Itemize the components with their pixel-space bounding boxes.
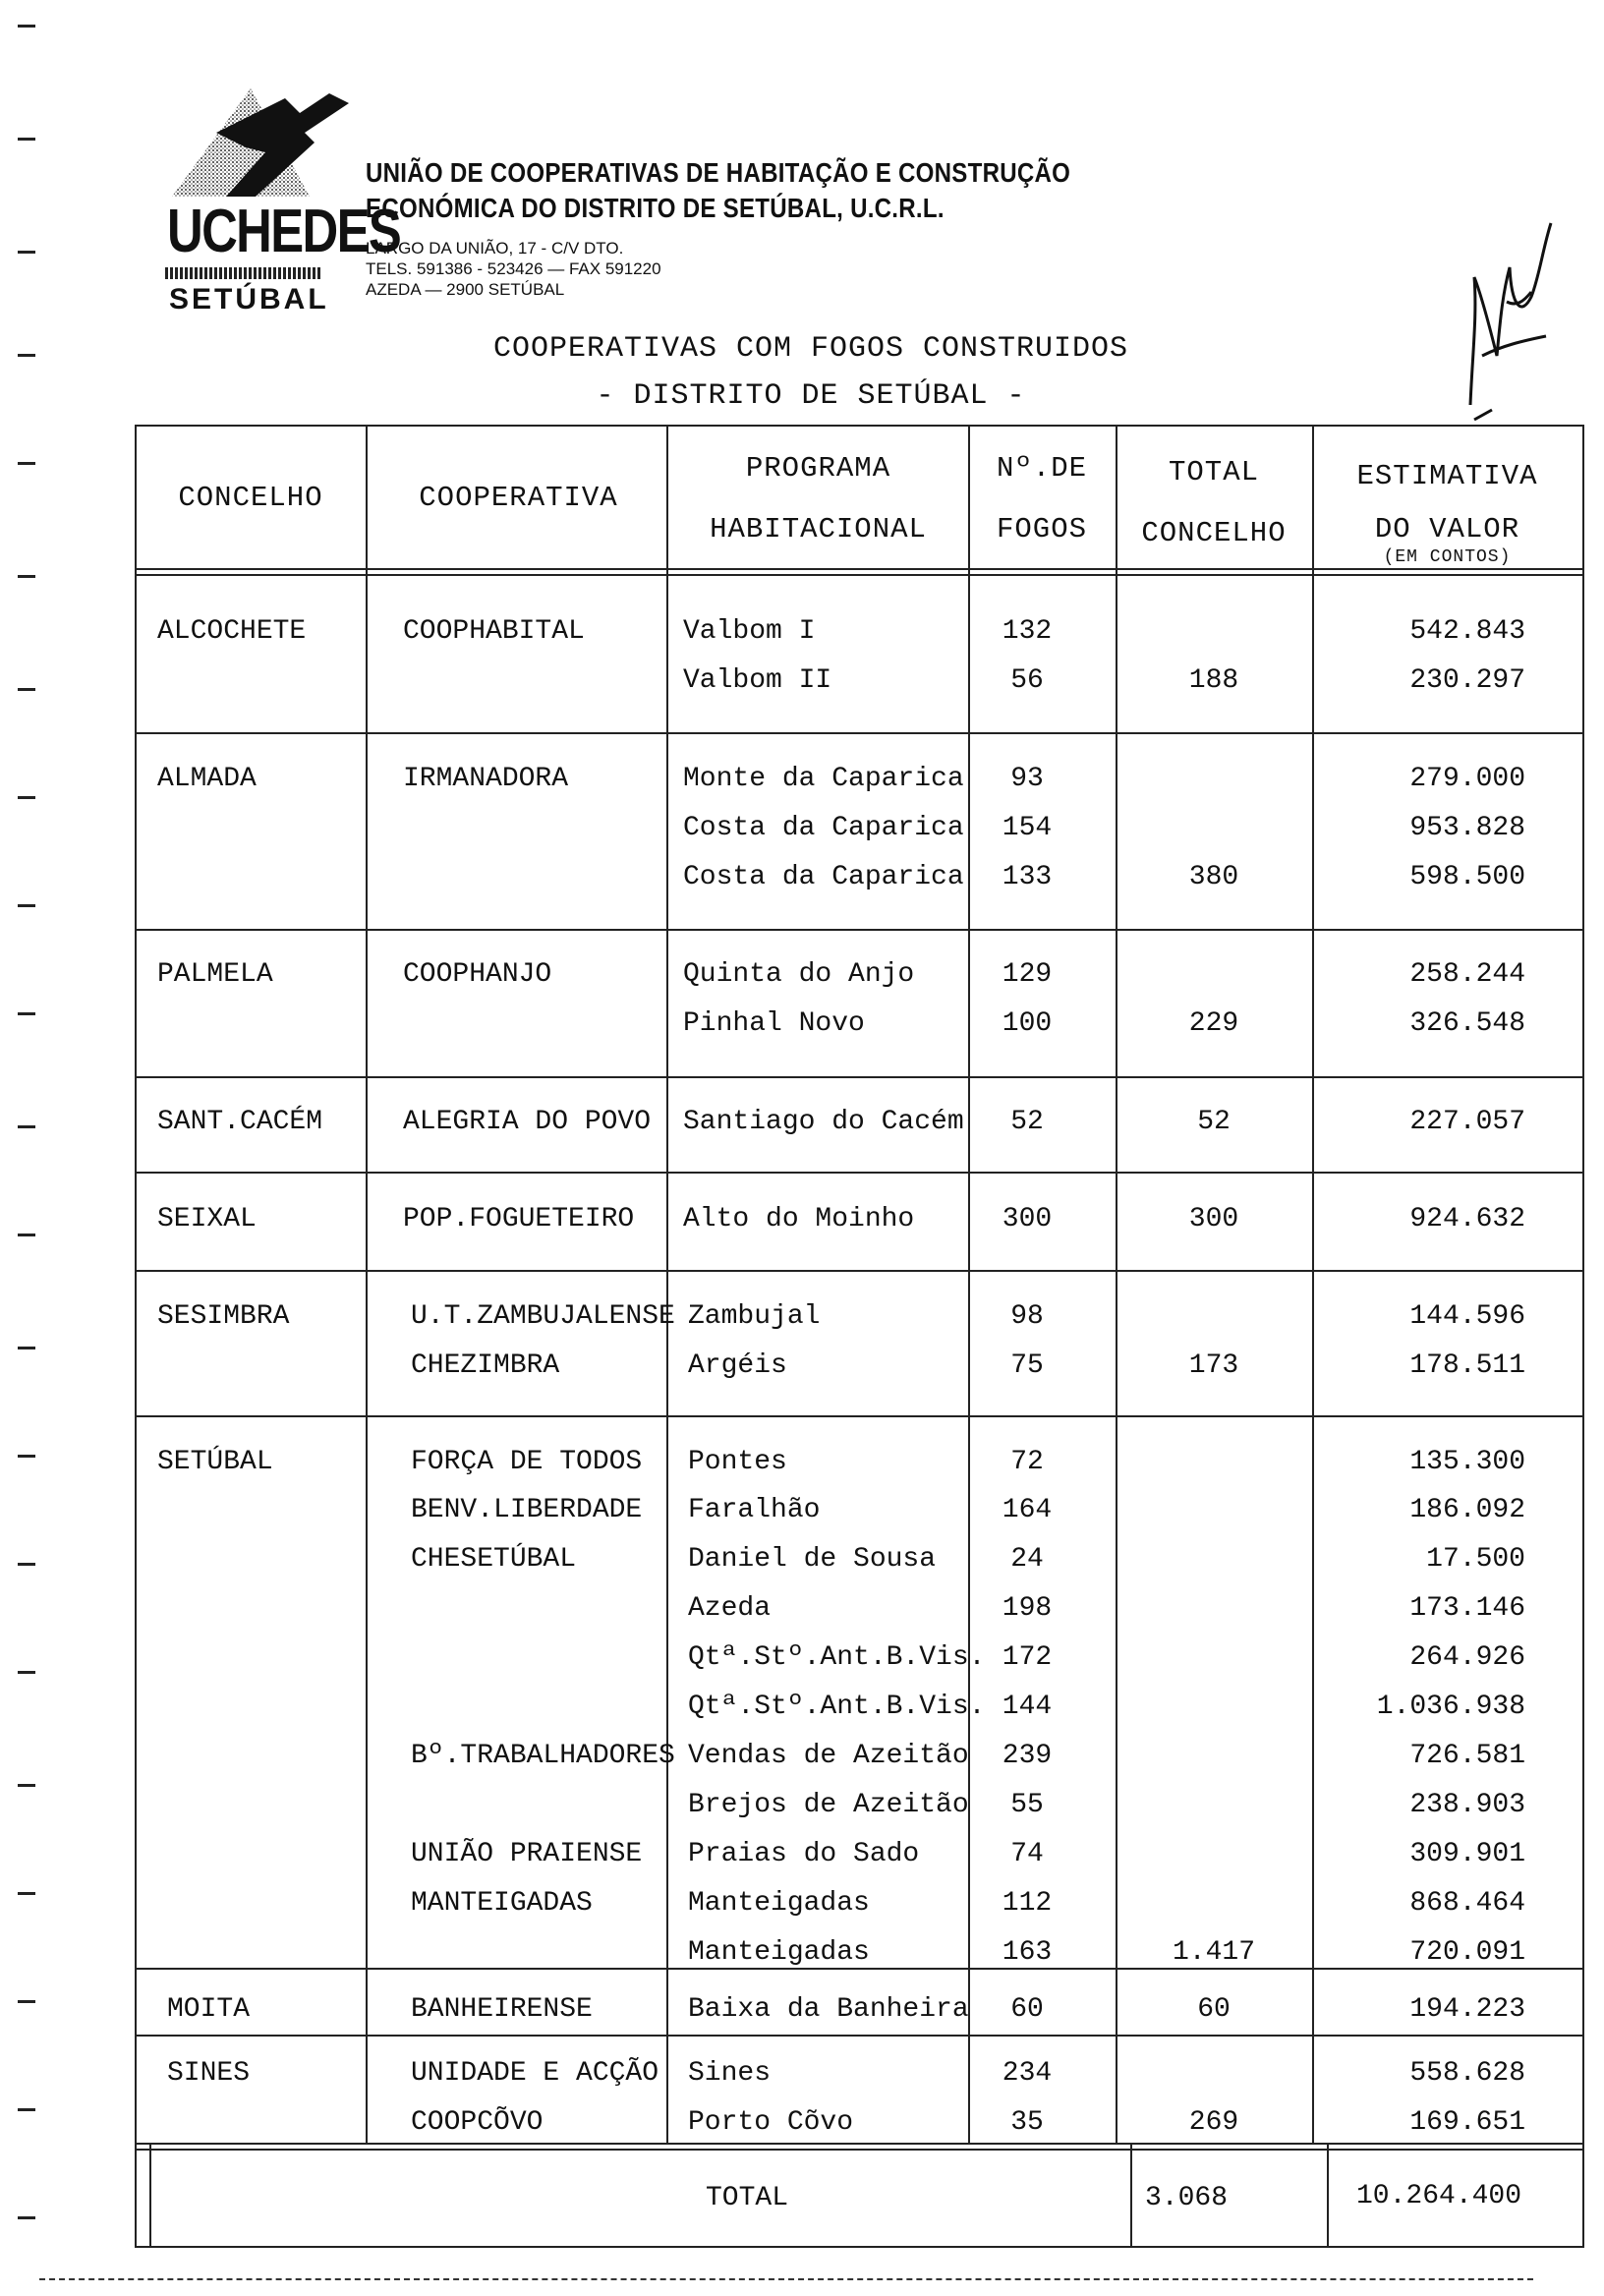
row-divider bbox=[135, 1076, 1584, 1078]
margin-tick bbox=[18, 1563, 35, 1566]
margin-tick bbox=[18, 354, 35, 357]
cell-programa: Quinta do Anjo bbox=[683, 959, 915, 990]
cell-programa: Pinhal Novo bbox=[683, 1008, 865, 1039]
column-divider bbox=[366, 425, 368, 2143]
margin-tick bbox=[18, 1784, 35, 1787]
cell-valor: 726.581 bbox=[1409, 1741, 1525, 1771]
cell-valor: 309.901 bbox=[1409, 1839, 1525, 1869]
cell-programa: Praias do Sado bbox=[688, 1839, 920, 1869]
cell-cooperativa: Bº.TRABALHADORES bbox=[411, 1741, 675, 1771]
cell-fogos: 239 bbox=[1002, 1741, 1053, 1771]
org-address-line1: LARGO DA UNIÃO, 17 - C/V DTO. bbox=[366, 239, 624, 258]
cell-valor: 264.926 bbox=[1409, 1642, 1525, 1673]
row-divider bbox=[135, 1415, 1584, 1417]
total-divider bbox=[135, 2143, 1584, 2145]
header-total-2: CONCELHO bbox=[1141, 517, 1287, 549]
cell-cooperativa: COOPCÕVO bbox=[411, 2107, 544, 2138]
cell-programa: Porto Cõvo bbox=[688, 2107, 854, 2138]
cell-programa: Costa da Caparica bbox=[683, 862, 964, 892]
total-fogos: 3.068 bbox=[1145, 2183, 1229, 2213]
cell-valor: 1.036.938 bbox=[1376, 1692, 1525, 1722]
cell-valor: 135.300 bbox=[1409, 1447, 1525, 1477]
cell-fogos: 234 bbox=[1002, 2058, 1053, 2089]
margin-tick bbox=[18, 2108, 35, 2111]
cell-fogos: 164 bbox=[1002, 1495, 1053, 1525]
margin-tick bbox=[18, 1234, 35, 1236]
cell-valor: 258.244 bbox=[1409, 959, 1525, 990]
cell-cooperativa: BANHEIRENSE bbox=[411, 1994, 593, 2025]
cell-cooperativa: UNIÃO PRAIENSE bbox=[411, 1839, 643, 1869]
total-left-border bbox=[149, 2143, 151, 2248]
margin-tick bbox=[18, 25, 35, 28]
cell-fogos: 56 bbox=[1010, 665, 1044, 696]
cell-total: 269 bbox=[1188, 2107, 1239, 2138]
cell-fogos: 129 bbox=[1002, 959, 1053, 990]
header-fogos-1: Nº.DE bbox=[996, 452, 1087, 485]
cell-total: 380 bbox=[1188, 862, 1239, 892]
header-programa-2: HABITACIONAL bbox=[710, 513, 927, 545]
cell-valor: 326.548 bbox=[1409, 1008, 1525, 1039]
cell-total: 1.417 bbox=[1172, 1937, 1255, 1968]
cell-valor: 924.632 bbox=[1409, 1204, 1525, 1234]
cell-fogos: 154 bbox=[1002, 813, 1053, 843]
row-divider bbox=[135, 732, 1584, 734]
cell-cooperativa: BENV.LIBERDADE bbox=[411, 1495, 643, 1525]
org-address-line2: TELS. 591386 - 523426 — FAX 591220 bbox=[366, 259, 661, 278]
total-divider-double bbox=[135, 2149, 1584, 2151]
row-divider bbox=[135, 2035, 1584, 2037]
cell-cooperativa: MANTEIGADAS bbox=[411, 1888, 593, 1919]
cell-cooperativa: POP.FOGUETEIRO bbox=[403, 1204, 635, 1234]
cell-valor: 279.000 bbox=[1409, 764, 1525, 794]
margin-tick bbox=[18, 138, 35, 141]
cell-cooperativa: UNIDADE E ACÇÃO bbox=[411, 2058, 659, 2089]
cell-programa: Argéis bbox=[688, 1350, 787, 1381]
logo-hatch bbox=[165, 267, 322, 279]
cell-fogos: 55 bbox=[1010, 1790, 1044, 1820]
cell-fogos: 300 bbox=[1002, 1204, 1053, 1234]
margin-tick bbox=[18, 2216, 35, 2219]
org-name-line2: ECONÓMICA DO DISTRITO DE SETÚBAL, U.C.R.L. bbox=[366, 193, 945, 223]
cell-valor: 194.223 bbox=[1409, 1994, 1525, 2025]
cell-programa: Azeda bbox=[688, 1593, 772, 1624]
cell-programa: Qtª.Stº.Ant.B.Vis. bbox=[688, 1692, 986, 1722]
cell-valor: 953.828 bbox=[1409, 813, 1525, 843]
header-programa-1: PROGRAMA bbox=[745, 452, 891, 485]
cell-concelho: SANT.CACÉM bbox=[157, 1107, 323, 1137]
cooperatives-table bbox=[135, 425, 1584, 2248]
cell-fogos: 72 bbox=[1010, 1447, 1044, 1477]
cell-concelho: SINES bbox=[167, 2058, 251, 2089]
cell-fogos: 98 bbox=[1010, 1301, 1044, 1332]
cell-programa: Sines bbox=[688, 2058, 772, 2089]
cell-programa: Vendas de Azeitão bbox=[688, 1741, 969, 1771]
total-label: TOTAL bbox=[705, 2183, 788, 2213]
cell-valor: 186.092 bbox=[1409, 1495, 1525, 1525]
cell-fogos: 112 bbox=[1002, 1888, 1053, 1919]
column-divider bbox=[1327, 2143, 1329, 2248]
cell-cooperativa: FORÇA DE TODOS bbox=[411, 1447, 643, 1477]
total-valor: 10.264.400 bbox=[1356, 2181, 1522, 2211]
cell-concelho: SEIXAL bbox=[157, 1204, 257, 1234]
cell-total: 60 bbox=[1197, 1994, 1231, 2025]
cell-valor: 230.297 bbox=[1409, 665, 1525, 696]
header-valor-2: DO VALOR bbox=[1374, 513, 1520, 545]
row-divider bbox=[135, 1270, 1584, 1272]
logo-name: UCHEDES bbox=[167, 198, 401, 265]
cell-total: 300 bbox=[1188, 1204, 1239, 1234]
header-total-1: TOTAL bbox=[1168, 456, 1259, 488]
cell-programa: Baixa da Banheira bbox=[688, 1994, 969, 2025]
margin-tick bbox=[18, 462, 35, 465]
cell-valor: 144.596 bbox=[1409, 1301, 1525, 1332]
margin-tick bbox=[18, 1892, 35, 1895]
cell-fogos: 100 bbox=[1002, 1008, 1053, 1039]
cell-programa: Valbom I bbox=[683, 616, 816, 647]
margin-tick bbox=[18, 1671, 35, 1674]
cell-total: 173 bbox=[1188, 1350, 1239, 1381]
cell-fogos: 52 bbox=[1010, 1107, 1044, 1137]
cell-valor: 720.091 bbox=[1409, 1937, 1525, 1968]
cell-concelho: SETÚBAL bbox=[157, 1447, 273, 1477]
cell-concelho: SESIMBRA bbox=[157, 1301, 290, 1332]
cell-valor: 238.903 bbox=[1409, 1790, 1525, 1820]
cell-cooperativa: COOPHABITAL bbox=[403, 616, 585, 647]
organization-header bbox=[366, 155, 1185, 300]
header-cooperativa: COOPERATIVA bbox=[419, 482, 618, 514]
cell-fogos: 198 bbox=[1002, 1593, 1053, 1624]
cell-valor: 542.843 bbox=[1409, 616, 1525, 647]
cell-valor: 558.628 bbox=[1409, 2058, 1525, 2089]
cell-fogos: 132 bbox=[1002, 616, 1053, 647]
cell-cooperativa: CHEZIMBRA bbox=[411, 1350, 560, 1381]
margin-tick bbox=[18, 1347, 35, 1349]
cell-fogos: 172 bbox=[1002, 1642, 1053, 1673]
cell-cooperativa: COOPHANJO bbox=[403, 959, 552, 990]
cell-programa: Brejos de Azeitão bbox=[688, 1790, 969, 1820]
cell-total: 52 bbox=[1197, 1107, 1231, 1137]
cell-programa: Santiago do Cacém bbox=[683, 1107, 964, 1137]
cell-programa: Zambujal bbox=[688, 1301, 821, 1332]
cell-total: 229 bbox=[1188, 1008, 1239, 1039]
logo-place: SETÚBAL bbox=[169, 283, 329, 316]
header-valor-1: ESTIMATIVA bbox=[1356, 460, 1538, 492]
cell-programa: Daniel de Sousa bbox=[688, 1544, 937, 1575]
cell-fogos: 93 bbox=[1010, 764, 1044, 794]
cell-fogos: 60 bbox=[1010, 1994, 1044, 2025]
cell-fogos: 74 bbox=[1010, 1839, 1044, 1869]
cell-valor: 169.651 bbox=[1409, 2107, 1525, 2138]
cell-valor: 227.057 bbox=[1409, 1107, 1525, 1137]
cell-programa: Costa da Caparica bbox=[683, 813, 964, 843]
margin-tick bbox=[18, 2000, 35, 2003]
header-fogos-2: FOGOS bbox=[996, 513, 1087, 545]
column-divider bbox=[1312, 425, 1314, 2143]
cell-cooperativa: ALEGRIA DO POVO bbox=[403, 1107, 652, 1137]
org-address-line3: AZEDA — 2900 SETÚBAL bbox=[366, 280, 565, 299]
cell-valor: 178.511 bbox=[1409, 1350, 1525, 1381]
cell-programa: Faralhão bbox=[688, 1495, 821, 1525]
cell-programa: Manteigadas bbox=[688, 1888, 870, 1919]
margin-tick bbox=[18, 1125, 35, 1128]
row-divider bbox=[135, 1968, 1584, 1970]
org-name-line1: UNIÃO DE COOPERATIVAS DE HABITAÇÃO E CONSTRUÇÃO bbox=[366, 157, 1071, 188]
document-subtitle: - DISTRITO DE SETÚBAL - bbox=[596, 379, 1026, 413]
cell-concelho: ALCOCHETE bbox=[157, 616, 307, 647]
cell-valor: 868.464 bbox=[1409, 1888, 1525, 1919]
cell-programa: Pontes bbox=[688, 1447, 787, 1477]
cell-valor: 17.500 bbox=[1426, 1544, 1525, 1575]
column-divider bbox=[666, 425, 668, 2143]
cell-fogos: 144 bbox=[1002, 1692, 1053, 1722]
margin-tick bbox=[18, 904, 35, 907]
cell-fogos: 24 bbox=[1010, 1544, 1044, 1575]
margin-tick bbox=[18, 1455, 35, 1458]
cell-cooperativa: CHESETÚBAL bbox=[411, 1544, 577, 1575]
row-divider bbox=[135, 1172, 1584, 1174]
cell-cooperativa: U.T.ZAMBUJALENSE bbox=[411, 1301, 675, 1332]
cell-total: 188 bbox=[1188, 665, 1239, 696]
header-concelho: CONCELHO bbox=[178, 482, 323, 514]
margin-tick bbox=[18, 796, 35, 799]
cell-programa: Alto do Moinho bbox=[683, 1204, 915, 1234]
cell-fogos: 35 bbox=[1010, 2107, 1044, 2138]
row-divider bbox=[135, 929, 1584, 931]
cell-concelho: ALMADA bbox=[157, 764, 257, 794]
header-valor-3: (EM CONTOS) bbox=[1383, 547, 1512, 567]
column-divider bbox=[1130, 2143, 1132, 2248]
margin-tick bbox=[18, 251, 35, 254]
header-divider-double bbox=[135, 574, 1584, 576]
margin-tick bbox=[18, 688, 35, 691]
cell-valor: 173.146 bbox=[1409, 1593, 1525, 1624]
cell-concelho: MOITA bbox=[167, 1994, 251, 2025]
cell-cooperativa: IRMANADORA bbox=[403, 764, 569, 794]
cell-programa: Valbom II bbox=[683, 665, 832, 696]
cell-concelho: PALMELA bbox=[157, 959, 273, 990]
margin-tick bbox=[18, 575, 35, 578]
margin-tick bbox=[18, 1012, 35, 1015]
cell-programa: Monte da Caparica bbox=[683, 764, 964, 794]
cell-programa: Manteigadas bbox=[688, 1937, 870, 1968]
cell-programa: Qtª.Stº.Ant.B.Vis. bbox=[688, 1642, 986, 1673]
document-title: COOPERATIVAS COM FOGOS CONSTRUIDOS bbox=[492, 332, 1129, 366]
page-bottom-rule bbox=[39, 2278, 1533, 2280]
cell-fogos: 75 bbox=[1010, 1350, 1044, 1381]
cell-fogos: 133 bbox=[1002, 862, 1053, 892]
cell-fogos: 163 bbox=[1002, 1937, 1053, 1968]
cell-valor: 598.500 bbox=[1409, 862, 1525, 892]
